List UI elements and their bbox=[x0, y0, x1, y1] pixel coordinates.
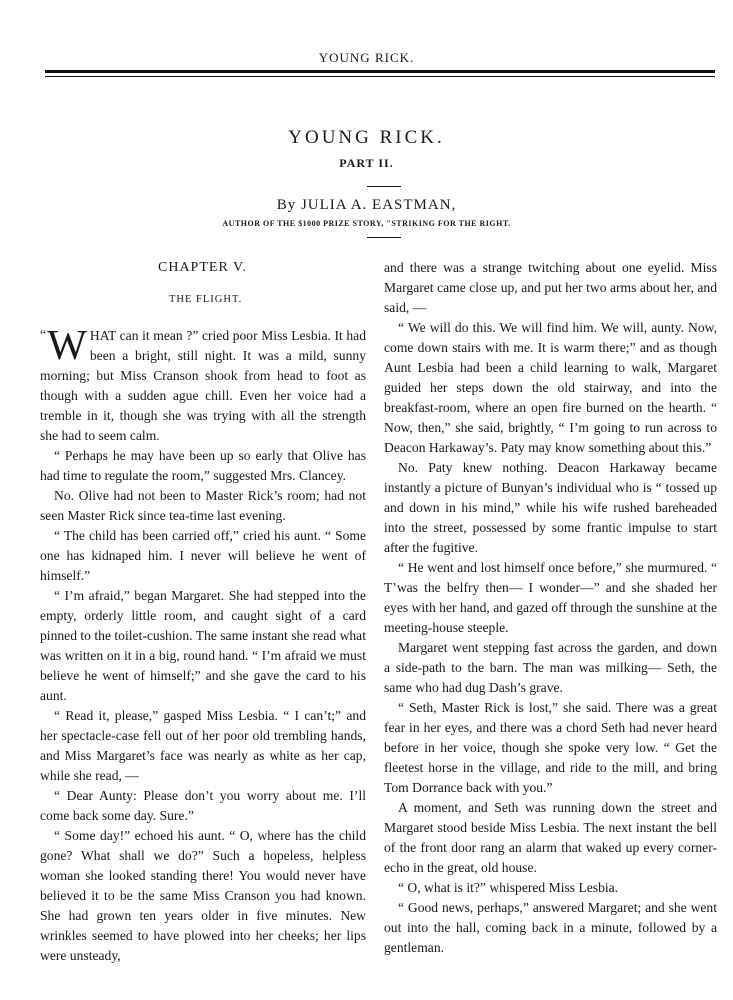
opening-paragraph bbox=[40, 323, 366, 446]
opening-text: HAT can it mean ?” cried poor Miss Lesbia. It had been a bright, still night. It was a mild, sunny morning; but Miss Cranson shook from head to foot as though with a sudden ague chill. Even her voice had a tremble in it, though she was trying with all the strength she had to seem calm. bbox=[40, 328, 366, 443]
body-paragraph: “ Dear Aunty: Please don’t you worry about me. I’ll come back some day. Sure.” bbox=[40, 788, 366, 823]
part-label: PART II. bbox=[339, 156, 394, 170]
right-column bbox=[384, 258, 717, 958]
body-paragraph: “ He went and lost himself once before,” she murmured. “ T’was the belfry then— I wonder—” and she shaded her eyes with her hand, and gazed off through the sunshine at the meeting-house steeple. bbox=[384, 560, 717, 635]
body-paragraph: “ Some day!” echoed his aunt. “ O, where has the child gone? What shall we do?” Such a hopeless, helpless woman she looked standing there! You would never have believed it to be the same Miss Cranson you had known. She had grown ten years older in five minutes. New wrinkles seemed to have plowed into her cheeks; her lips were unsteady, bbox=[40, 828, 366, 963]
author-note: AUTHOR OF THE $1000 PRIZE STORY, "STRIKING FOR THE RIGHT. bbox=[222, 219, 511, 228]
running-head: YOUNG RICK. bbox=[318, 50, 415, 65]
body-paragraph: “ Seth, Master Rick is lost,” she said. There was a great fear in her eyes, and there was a chord Seth had never heard before in her voice, though she spoke very low. “ Get the fleetest horse in the village, and ride to the mill, and bring Tom Dorrance back with you.” bbox=[384, 700, 717, 795]
chapter-subtitle: THE FLIGHT. bbox=[169, 294, 243, 305]
body-paragraph: “ The child has been carried off,” cried his aunt. “ Some one has kidnaped him. I never will believe he went of himself.” bbox=[40, 528, 366, 583]
body-paragraph: No. Olive had not been to Master Rick’s room; had not seen Master Rick since tea-time last evening. bbox=[40, 488, 366, 523]
left-column bbox=[40, 258, 366, 966]
dropcap-quote: “ bbox=[40, 328, 47, 343]
body-paragraph: “ Good news, perhaps,” answered Margaret; and she went out into the hall, coming back in a minute, followed by a gentleman. bbox=[384, 900, 717, 955]
title-divider-rule bbox=[367, 186, 401, 187]
dropcap-letter: W bbox=[47, 323, 87, 369]
body-paragraph: “ We will do this. We will find him. We will, aunty. Now, come down stairs with me. It is warm there;” and as though Aunt Lesbia had been a child learning to walk, Margaret guided her steps down the old stairway, and into the breakfast-room, where an open fire burned on the hearth. “ Now, then,” she said, brightly, “ I’m going to run across to Deacon Harkaway’s. Paty may know something about this.” bbox=[384, 320, 717, 455]
header-rule-thin bbox=[45, 76, 715, 77]
body-paragraph-continued: and there was a strange twitching about one eyelid. Miss Margaret came close up, and put her two arms about her, and said, — bbox=[384, 260, 717, 315]
body-paragraph: “ Read it, please,” gasped Miss Lesbia. “ I can’t;” and her spectacle-case fell out of her poor old trembling hands, and Miss Margaret’s face was nearly as white as her cap, while she read, — bbox=[40, 708, 366, 783]
body-paragraph: Margaret went stepping fast across the garden, and down a side-path to the barn. The man was milking— Seth, the same who had dug Dash’s grave. bbox=[384, 640, 717, 695]
story-title: YOUNG RICK. bbox=[288, 127, 445, 148]
body-paragraph: “ Perhaps he may have been up so early that Olive has had time to regulate the room,” suggested Mrs. Clancey. bbox=[40, 448, 366, 483]
byline: By JULIA A. EASTMAN, bbox=[276, 197, 457, 213]
chapter-heading: CHAPTER V. bbox=[158, 260, 247, 275]
body-paragraph: “ I’m afraid,” began Margaret. She had stepped into the empty, orderly little room, and caught sight of a card pinned to the toilet-cushion. The same instant she read what was written on it in a big, round hand. “ I’m afraid we must believe he went of himself;” and she gave the card to his aunt. bbox=[40, 588, 366, 703]
body-paragraph: “ O, what is it?” whispered Miss Lesbia. bbox=[398, 880, 619, 895]
body-paragraph: A moment, and Seth was running down the street and Margaret stood beside Miss Lesbia. The next instant the bell of the front door rang an alarm that waked up every corner-echo in the great, old house. bbox=[384, 800, 717, 875]
body-paragraph: No. Paty knew nothing. Deacon Harkaway became instantly a picture of Bunyan’s individual who is “ tossed up and down in his mind,” while his wife rushed bareheaded into the street, possessed by some frantic impulse to start after the fugitive. bbox=[384, 460, 717, 555]
header-rule-thick bbox=[45, 70, 715, 73]
byline-divider-rule bbox=[367, 237, 401, 238]
